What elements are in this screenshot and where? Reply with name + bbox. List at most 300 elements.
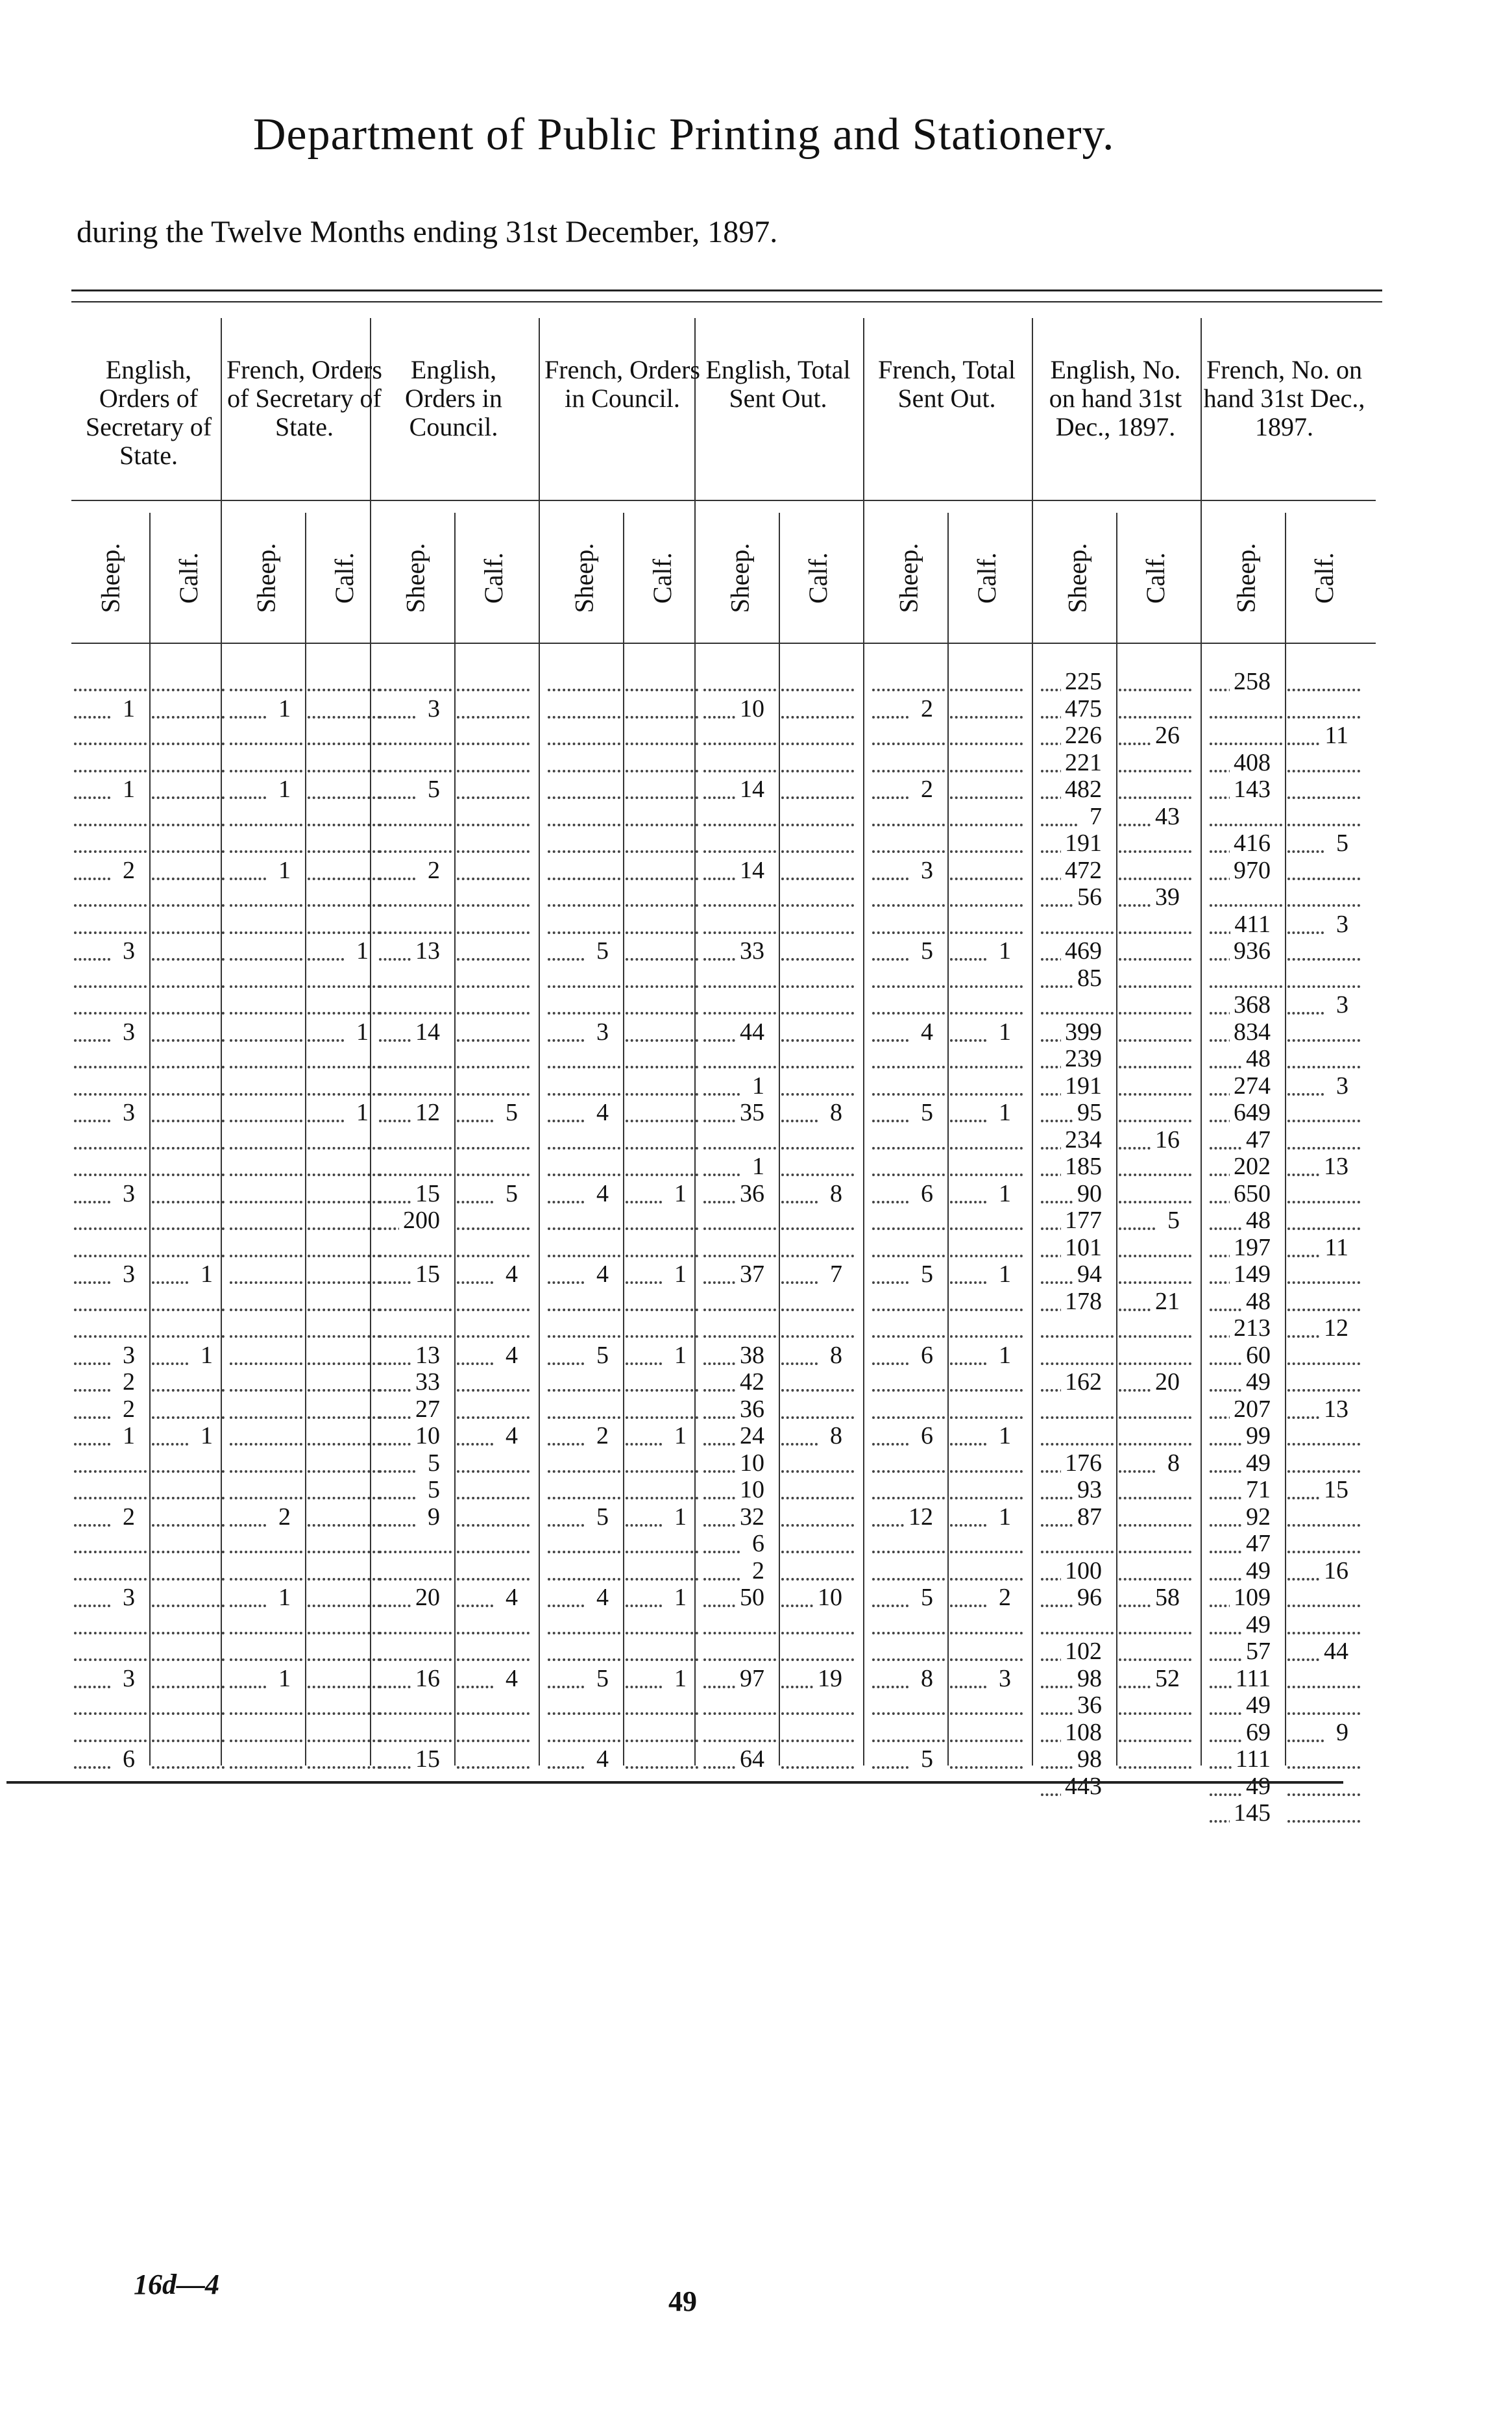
dot-leader bbox=[548, 1066, 620, 1068]
dot-leader bbox=[1287, 1147, 1360, 1150]
table-cell bbox=[950, 965, 1023, 992]
table-cell bbox=[1041, 804, 1114, 830]
dot-leader bbox=[1119, 1740, 1191, 1742]
table-cell bbox=[457, 1181, 530, 1207]
table-cell bbox=[379, 669, 452, 695]
table-cell bbox=[548, 1450, 620, 1477]
dot-leader bbox=[308, 1389, 380, 1392]
cell-value: 399 bbox=[1061, 1019, 1102, 1046]
dot-leader bbox=[1210, 1066, 1246, 1068]
cell-value: 15 bbox=[1320, 1477, 1348, 1504]
dot-leader bbox=[1287, 1443, 1360, 1446]
dot-leader bbox=[548, 1524, 584, 1527]
table-cell bbox=[308, 1369, 380, 1396]
table-cell bbox=[1287, 830, 1360, 857]
subheading-label: Sheep. bbox=[569, 543, 599, 613]
cell-value: 87 bbox=[1073, 1504, 1102, 1531]
table-cell bbox=[548, 1558, 620, 1584]
dot-leader bbox=[703, 1740, 776, 1742]
table-cell bbox=[1210, 696, 1282, 722]
table-cell bbox=[1041, 776, 1114, 803]
table-cell bbox=[1210, 992, 1282, 1018]
table-cell bbox=[950, 1638, 1023, 1665]
dot-leader bbox=[308, 1524, 380, 1527]
dot-leader bbox=[703, 1066, 776, 1068]
dot-leader bbox=[1287, 1632, 1360, 1634]
table-cell bbox=[379, 1073, 452, 1100]
table-cell bbox=[74, 1235, 147, 1261]
dot-leader bbox=[1119, 1012, 1191, 1015]
subcolumn-divider bbox=[454, 513, 456, 1766]
dot-leader bbox=[379, 743, 452, 745]
table-cell bbox=[548, 750, 620, 776]
table-cell bbox=[230, 750, 302, 776]
cell-value: 149 bbox=[1230, 1261, 1271, 1288]
cell-value: 4 bbox=[917, 1019, 933, 1046]
dot-leader bbox=[457, 1093, 530, 1096]
table-cell bbox=[950, 1181, 1023, 1207]
dot-leader bbox=[1210, 1793, 1246, 1796]
table-cell bbox=[1119, 1666, 1191, 1692]
dot-leader bbox=[781, 1497, 854, 1499]
table-cell bbox=[152, 722, 225, 749]
dot-leader bbox=[74, 770, 147, 772]
dot-leader bbox=[1119, 1551, 1191, 1553]
table-cell bbox=[152, 857, 225, 884]
dot-leader bbox=[626, 1335, 698, 1338]
table-cell bbox=[872, 696, 945, 722]
table-cell bbox=[626, 1153, 698, 1180]
table-cell bbox=[1119, 965, 1191, 992]
table-cell bbox=[781, 722, 854, 749]
dot-leader bbox=[548, 1120, 584, 1122]
table-cell bbox=[950, 1558, 1023, 1584]
table-cell bbox=[872, 965, 945, 992]
table-cell bbox=[152, 992, 225, 1018]
cell-value: 3 bbox=[1332, 911, 1348, 939]
dot-leader bbox=[1287, 1362, 1360, 1365]
bottom-rule bbox=[6, 1781, 1343, 1784]
table-cell bbox=[1210, 857, 1282, 884]
table-cell bbox=[152, 1235, 225, 1261]
dot-leader bbox=[548, 716, 620, 719]
dot-leader bbox=[1119, 1066, 1191, 1068]
dot-leader bbox=[1210, 1443, 1246, 1446]
dot-leader bbox=[379, 1174, 452, 1176]
table-cell bbox=[703, 1692, 776, 1719]
dot-leader bbox=[1210, 1497, 1246, 1499]
table-cell bbox=[457, 1584, 530, 1611]
dot-leader bbox=[74, 1227, 147, 1230]
table-cell bbox=[152, 1261, 225, 1288]
table-cell bbox=[626, 1719, 698, 1746]
dot-leader bbox=[308, 985, 380, 988]
cell-value: 4 bbox=[502, 1666, 518, 1693]
table-cell bbox=[950, 1127, 1023, 1153]
dot-leader bbox=[626, 1605, 662, 1607]
dot-leader bbox=[379, 1309, 452, 1311]
dot-leader bbox=[703, 850, 776, 853]
dot-leader bbox=[872, 1227, 945, 1230]
dot-leader bbox=[872, 1147, 945, 1150]
table-cell bbox=[872, 1261, 945, 1288]
table-cell bbox=[1041, 1153, 1114, 1180]
dot-leader bbox=[548, 689, 620, 691]
dot-leader bbox=[74, 1524, 110, 1527]
dot-leader bbox=[872, 850, 945, 853]
table-cell bbox=[308, 1235, 380, 1261]
dot-leader bbox=[230, 1443, 302, 1446]
dot-leader bbox=[950, 958, 986, 961]
dot-leader bbox=[1119, 1524, 1191, 1527]
cell-value: 71 bbox=[1242, 1477, 1271, 1504]
table-cell bbox=[872, 804, 945, 830]
dot-leader bbox=[950, 1470, 1023, 1473]
table-cell bbox=[950, 669, 1023, 695]
dot-leader bbox=[152, 1632, 225, 1634]
cell-value: 52 bbox=[1151, 1666, 1180, 1693]
dot-leader bbox=[308, 1632, 380, 1634]
dot-leader bbox=[781, 824, 854, 826]
table-cell bbox=[872, 1558, 945, 1584]
dot-leader bbox=[950, 770, 1023, 772]
dot-leader bbox=[703, 1281, 740, 1284]
table-cell bbox=[872, 1450, 945, 1477]
dot-leader bbox=[872, 1551, 945, 1553]
table-cell bbox=[1119, 938, 1191, 965]
table-cell bbox=[1210, 1746, 1282, 1773]
dot-leader bbox=[703, 1632, 776, 1634]
table-cell bbox=[781, 1612, 854, 1638]
dot-leader bbox=[872, 1712, 945, 1715]
dot-leader bbox=[626, 824, 698, 826]
dot-leader bbox=[950, 1174, 1023, 1176]
dot-leader bbox=[1210, 1147, 1246, 1150]
dot-leader bbox=[703, 1012, 776, 1015]
cell-value: 27 bbox=[411, 1396, 440, 1423]
cell-value: 5 bbox=[424, 776, 440, 804]
table-cell bbox=[1287, 1692, 1360, 1719]
dot-leader bbox=[781, 1740, 854, 1742]
dot-leader bbox=[1210, 1632, 1246, 1634]
table-cell bbox=[1210, 1261, 1282, 1288]
dot-leader bbox=[1287, 904, 1360, 907]
dot-leader bbox=[626, 1686, 662, 1688]
cell-value: 20 bbox=[411, 1584, 440, 1612]
table-cell bbox=[379, 1181, 452, 1207]
cell-value: 1 bbox=[670, 1584, 687, 1612]
dot-leader bbox=[548, 985, 620, 988]
dot-leader bbox=[74, 1093, 147, 1096]
dot-leader bbox=[379, 1255, 452, 1257]
table-cell bbox=[230, 1315, 302, 1342]
table-cell bbox=[230, 804, 302, 830]
table-cell bbox=[781, 1477, 854, 1503]
dot-leader bbox=[1287, 1255, 1324, 1257]
cell-value: 239 bbox=[1061, 1046, 1102, 1073]
dot-leader bbox=[457, 1281, 493, 1284]
dot-leader bbox=[152, 1605, 225, 1607]
dot-leader bbox=[548, 1497, 620, 1499]
cell-value: 48 bbox=[1242, 1207, 1271, 1235]
table-cell bbox=[548, 938, 620, 965]
table-cell bbox=[1119, 1369, 1191, 1396]
table-cell bbox=[308, 1153, 380, 1180]
dot-leader bbox=[703, 689, 776, 691]
dot-leader bbox=[457, 878, 530, 880]
dot-leader bbox=[781, 689, 854, 691]
dot-leader bbox=[230, 1389, 302, 1392]
table-cell bbox=[230, 1342, 302, 1369]
dot-leader bbox=[872, 1389, 945, 1392]
table-cell bbox=[152, 1073, 225, 1100]
dot-leader bbox=[74, 1632, 147, 1634]
table-cell bbox=[230, 1692, 302, 1719]
table-cell bbox=[230, 992, 302, 1018]
table-cell bbox=[1210, 1207, 1282, 1234]
cell-value: 15 bbox=[411, 1746, 440, 1773]
cell-value: 1 bbox=[197, 1342, 213, 1370]
dot-leader bbox=[548, 1766, 584, 1769]
table-cell bbox=[1210, 1235, 1282, 1261]
table-cell bbox=[1287, 1746, 1360, 1773]
dot-leader bbox=[1041, 1012, 1114, 1015]
table-cell bbox=[781, 1207, 854, 1234]
table-cell bbox=[781, 1073, 854, 1100]
cell-value: 44 bbox=[736, 1019, 764, 1046]
table-cell bbox=[781, 830, 854, 857]
table-cell bbox=[703, 911, 776, 938]
table-cell bbox=[1210, 1584, 1282, 1611]
dot-leader bbox=[230, 796, 266, 799]
table-cell bbox=[457, 1019, 530, 1046]
dot-leader bbox=[152, 1524, 225, 1527]
dot-leader bbox=[1119, 1416, 1191, 1419]
subcolumn-divider bbox=[1116, 513, 1117, 1766]
dot-leader bbox=[1287, 850, 1324, 853]
table-cell bbox=[781, 1261, 854, 1288]
table-cell bbox=[379, 1100, 452, 1126]
table-cell bbox=[626, 1100, 698, 1126]
table-cell bbox=[230, 1638, 302, 1665]
dot-leader bbox=[1210, 1362, 1246, 1365]
table-cell bbox=[703, 1181, 776, 1207]
table-cell bbox=[548, 830, 620, 857]
table-cell bbox=[152, 750, 225, 776]
table-cell bbox=[1210, 911, 1282, 938]
dot-leader bbox=[781, 770, 854, 772]
table-cell bbox=[308, 1396, 380, 1423]
dot-leader bbox=[872, 931, 945, 934]
dot-leader bbox=[1119, 1255, 1191, 1257]
table-cell bbox=[1041, 722, 1114, 749]
dot-leader bbox=[703, 1309, 776, 1311]
table-cell bbox=[781, 804, 854, 830]
dot-leader bbox=[703, 1362, 740, 1365]
table-cell bbox=[703, 1638, 776, 1665]
table-cell bbox=[548, 1153, 620, 1180]
dot-leader bbox=[1210, 743, 1282, 745]
table-cell bbox=[950, 1450, 1023, 1477]
dot-leader bbox=[1041, 824, 1077, 826]
cell-value: 49 bbox=[1242, 1558, 1271, 1585]
cell-value: 48 bbox=[1242, 1046, 1271, 1073]
table-cell bbox=[379, 750, 452, 776]
dot-leader bbox=[703, 1658, 776, 1661]
dot-leader bbox=[626, 1120, 698, 1122]
table-cell bbox=[703, 750, 776, 776]
table-cell bbox=[230, 1423, 302, 1449]
dot-leader bbox=[872, 1039, 908, 1042]
dot-leader bbox=[703, 904, 776, 907]
cell-value: 3 bbox=[119, 1261, 135, 1288]
cell-value: 1 bbox=[119, 776, 135, 804]
cell-value: 649 bbox=[1230, 1100, 1271, 1127]
table-cell bbox=[230, 1288, 302, 1315]
dot-leader bbox=[781, 1039, 854, 1042]
dot-leader bbox=[457, 770, 530, 772]
dot-leader bbox=[548, 1551, 620, 1553]
table-cell bbox=[1119, 722, 1191, 749]
cell-value: 8 bbox=[826, 1100, 842, 1127]
page-title: Department of Public Printing and Stationery. bbox=[253, 110, 1115, 160]
table-cell bbox=[950, 1288, 1023, 1315]
table-cell bbox=[548, 992, 620, 1018]
dot-leader bbox=[379, 1578, 452, 1581]
dot-leader bbox=[379, 878, 415, 880]
dot-leader bbox=[1119, 1712, 1191, 1715]
table-cell bbox=[703, 1666, 776, 1692]
dot-leader bbox=[703, 796, 740, 799]
table-cell bbox=[379, 884, 452, 911]
cell-value: 10 bbox=[736, 696, 764, 723]
table-cell bbox=[781, 669, 854, 695]
dot-leader bbox=[548, 1174, 620, 1176]
dot-leader bbox=[230, 1740, 302, 1742]
table-cell bbox=[1041, 1127, 1114, 1153]
cell-value: 197 bbox=[1230, 1235, 1271, 1262]
dot-leader bbox=[379, 850, 452, 853]
dot-leader bbox=[781, 716, 854, 719]
column-group-heading: French, No. on hand 31st Dec., 1897. bbox=[1203, 355, 1365, 441]
calf-subheading bbox=[623, 526, 701, 630]
table-cell bbox=[230, 830, 302, 857]
table-cell bbox=[950, 1342, 1023, 1369]
table-cell bbox=[703, 1235, 776, 1261]
cell-value: 1 bbox=[670, 1342, 687, 1370]
header-rule bbox=[71, 500, 1376, 501]
table-cell bbox=[1041, 830, 1114, 857]
dot-leader bbox=[626, 1470, 698, 1473]
dot-leader bbox=[872, 770, 945, 772]
table-cell bbox=[457, 1638, 530, 1665]
cell-value: 3 bbox=[119, 1100, 135, 1127]
dot-leader bbox=[950, 1578, 1023, 1581]
dot-leader bbox=[950, 796, 1023, 799]
dot-leader bbox=[152, 1578, 225, 1581]
cell-value: 162 bbox=[1061, 1369, 1102, 1396]
subheading-label: Calf. bbox=[1309, 552, 1339, 604]
table-cell bbox=[703, 1073, 776, 1100]
table-cell bbox=[457, 1046, 530, 1072]
dot-leader bbox=[872, 824, 945, 826]
dot-leader bbox=[1041, 931, 1114, 934]
table-cell bbox=[152, 1315, 225, 1342]
table-cell bbox=[1041, 938, 1114, 965]
table-cell bbox=[950, 696, 1023, 722]
dot-leader bbox=[781, 1416, 854, 1419]
cell-value: 2 bbox=[424, 857, 440, 885]
subheading-label: Calf. bbox=[647, 552, 677, 604]
table-cell bbox=[457, 992, 530, 1018]
table-cell bbox=[1041, 1719, 1114, 1746]
cell-value: 3 bbox=[119, 1181, 135, 1208]
table-cell bbox=[457, 911, 530, 938]
table-cell bbox=[548, 1235, 620, 1261]
table-cell bbox=[548, 1127, 620, 1153]
table-cell bbox=[626, 1342, 698, 1369]
dot-leader bbox=[230, 850, 302, 853]
cell-value: 4 bbox=[502, 1584, 518, 1612]
dot-leader bbox=[626, 689, 698, 691]
table-cell bbox=[74, 1396, 147, 1423]
dot-leader bbox=[872, 1281, 908, 1284]
table-cell bbox=[1287, 1666, 1360, 1692]
table-cell bbox=[457, 722, 530, 749]
table-cell bbox=[457, 776, 530, 803]
dot-leader bbox=[152, 1093, 225, 1096]
table-cell bbox=[1210, 1477, 1282, 1503]
dot-leader bbox=[1287, 1012, 1324, 1015]
dot-leader bbox=[152, 1740, 225, 1742]
dot-leader bbox=[703, 958, 740, 961]
dot-leader bbox=[74, 1712, 147, 1715]
table-cell bbox=[308, 1477, 380, 1503]
dot-leader bbox=[1287, 878, 1360, 880]
table-cell bbox=[74, 1261, 147, 1288]
column-group-heading: English, No. on hand 31st Dec., 1897. bbox=[1049, 355, 1182, 441]
cell-value: 3 bbox=[424, 696, 440, 723]
table-cell bbox=[74, 1477, 147, 1503]
dot-leader bbox=[457, 958, 530, 961]
dot-leader bbox=[1119, 1470, 1155, 1473]
dot-leader bbox=[308, 1470, 380, 1473]
table-cell bbox=[308, 1288, 380, 1315]
table-cell bbox=[1119, 1504, 1191, 1531]
cell-value: 1 bbox=[352, 1100, 369, 1127]
table-cell bbox=[703, 1584, 776, 1611]
cell-value: 411 bbox=[1230, 911, 1271, 939]
dot-leader bbox=[379, 1658, 452, 1661]
cell-value: 4 bbox=[592, 1746, 609, 1773]
table-cell bbox=[379, 1342, 452, 1369]
table-cell bbox=[1210, 884, 1282, 911]
dot-leader bbox=[152, 743, 225, 745]
subheading-label: Sheep. bbox=[400, 543, 430, 613]
table-cell bbox=[379, 1235, 452, 1261]
table-cell bbox=[703, 992, 776, 1018]
dot-leader bbox=[308, 824, 380, 826]
table-cell bbox=[548, 1288, 620, 1315]
cell-value: 1 bbox=[119, 1423, 135, 1450]
table-cell bbox=[379, 1558, 452, 1584]
table-cell bbox=[626, 1504, 698, 1531]
dot-leader bbox=[152, 716, 225, 719]
dot-leader bbox=[781, 1658, 854, 1661]
dot-leader bbox=[457, 1201, 493, 1203]
table-cell bbox=[152, 1746, 225, 1773]
table-cell bbox=[950, 1584, 1023, 1611]
